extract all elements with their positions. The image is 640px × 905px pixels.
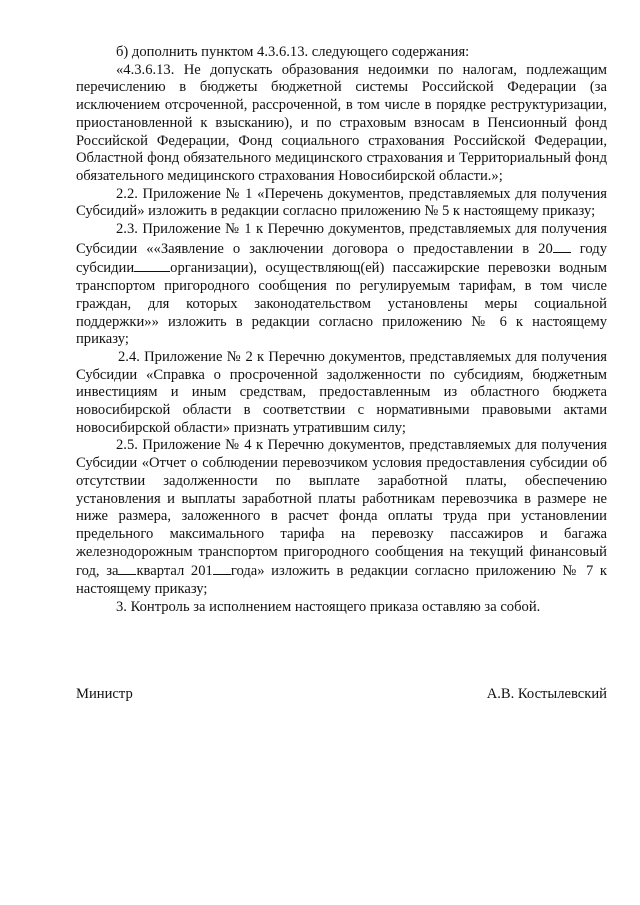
signatory-name: А.В. Костылевский xyxy=(486,686,607,702)
paragraph-b-intro: б) дополнить пунктом 4.3.6.13. следующего содержания: xyxy=(116,44,470,60)
signatory-position: Министр xyxy=(76,686,133,702)
paragraph-2-3-part3: организации), осуществляющ(ей) пассажирские перевозки водным транспортом пригородного сообщения по регулируемым тарифам, в том числе граждан, для которых законодательством установлены меры социальной поддержки»» изложить в редакции согласно приложению № 6 к настоящему приказу; xyxy=(76,260,607,348)
paragraph-2-5-part1: 2.5. Приложение № 4 к Перечню документов, представляемых для получения Субсидии «Отчет о соблюдении перевозчиком условия предоставления субсидии об отсутствии задолженности по выплате заработной платы, обеспечению установления и выплаты заработной платы работникам перевозчика в размере не ниже размера, заложенного в расчет фонда оплаты труда при установлении предельного максимального тарифа на перевозку пассажиров и багажа железнодорожным транспортом пригородного сообщения на текущий финансовый год, за xyxy=(76,437,607,580)
paragraph-2-5-part3: года» изложить в редакции согласно приложению № 7 к настоящему приказу; xyxy=(76,563,607,598)
year-blank xyxy=(553,239,571,253)
paragraph-2-4: 2.4. Приложение № 2 к Перечню документов, представляемых для получения Субсидии «Справка о просроченной задолженности по субсидиям, бюджетным инвестициям и иным средствам, предоставленным из областного бюджета новосибирской области в соответствии с нормативными правовыми актами новосибирской области» признать утратившим силу; xyxy=(76,348,607,436)
paragraph-4-3-6-13: «4.3.6.13. Не допускать образования недоимки по налогам, подлежащим перечислению в бюджеты бюджетной системы Российской Федерации (за исключением отсроченной, рассроченной, в том числе в порядке реструктуризации, приостановленной к взысканию), и по страховым взносам в Пенсионный фонд Российской Федерации, Фонд социального страхования Российской Федерации, Областной фонд обязательного медицинского страхования и Территориальный фонд обязательного медицинского страхования Новосибирской области.»; xyxy=(76,61,607,184)
paragraph-2-3 xyxy=(76,221,607,349)
paragraph-2-3-part2: году субсидии xyxy=(76,240,607,277)
paragraph-2-5 xyxy=(76,437,607,598)
year-digit-blank xyxy=(213,561,231,575)
signature-block xyxy=(76,686,607,704)
document-body xyxy=(76,44,607,617)
organization-blank xyxy=(134,258,170,272)
paragraph-2-3-part1: 2.3. Приложение № 1 к Перечню документов, представляемых для получения Субсидии ««Заявление о заключении договора о предоставлении в 20 xyxy=(76,221,607,257)
paragraph-2-5-part2: квартал 201 xyxy=(136,563,213,580)
paragraph-3: 3. Контроль за исполнением настоящего приказа оставляю за собой. xyxy=(116,598,541,615)
paragraph-2-2: 2.2. Приложение № 1 «Перечень документов, представляемых для получения Субсидий» изложить в редакции согласно приложению № 5 к настоящему приказу; xyxy=(76,185,607,220)
quarter-blank xyxy=(118,561,136,575)
